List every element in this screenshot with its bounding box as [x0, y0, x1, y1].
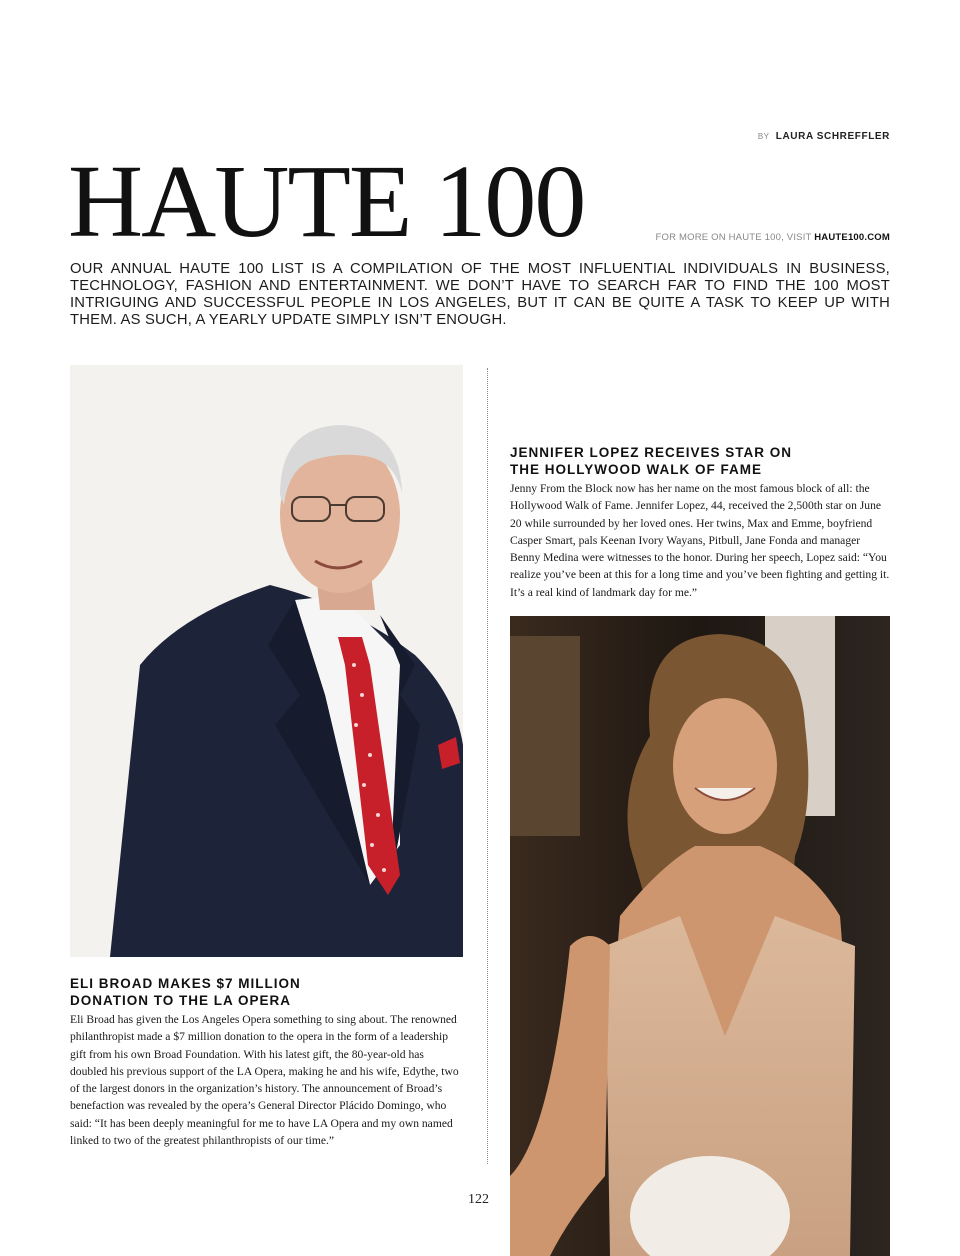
- byline-author: LAURA SCHREFFLER: [775, 131, 890, 142]
- story-jennifer-lopez-body: Jenny From the Block now has her name on the most famous block of all: the Hollywood Walk of Fame. Jennifer Lopez, 44, received the 2,500th star on June 20 while surrounded by her loved ones. Her twins, Max and Emme, boyfriend Casper Smart, pals Keenan Ivory Wayans, Pitbull, Jane Fonda and manager Benny Medina were witnesses to the honor. During her speech, Lopez said: “You realize you’ve been at this for a long time and you’ve been fighting and getting it. It’s a real kind of landmark day for me.”: [510, 482, 890, 599]
- intro-paragraph: OUR ANNUAL HAUTE 100 LIST IS A COMPILATION OF THE MOST INFLUENTIAL INDIVIDUALS IN BUSINESS, TECHNOLOGY, FASHION AND ENTERTAINMENT. WE DON’T HAVE TO SEARCH FAR TO FIND THE 100 MOST INTRIGUING AND SUCCESSFUL PEOPLE IN LOS ANGELES, BUT IT CAN BE QUITE A TASK TO KEEP UP WITH THEM. AS SUCH, A YEARLY UPDATE SIMPLY ISN’T ENOUGH.: [70, 261, 890, 328]
- story-eli-broad: [70, 975, 463, 1149]
- byline: [758, 131, 890, 142]
- headline-line-1: ELI BROAD MAKES $7 MILLION: [70, 976, 301, 991]
- byline-prefix: BY: [757, 132, 770, 141]
- story-eli-broad-headline: [70, 975, 463, 1009]
- more-info-text: FOR MORE ON HAUTE 100, VISIT: [655, 232, 815, 243]
- story-jennifer-lopez-headline: [510, 444, 890, 478]
- more-info-site-link[interactable]: HAUTE100.COM: [814, 232, 890, 243]
- headline-line-2: THE HOLLYWOOD WALK OF FAME: [510, 462, 762, 477]
- jennifer-lopez-photo: [510, 616, 890, 1256]
- headline-line-2: DONATION TO THE LA OPERA: [70, 993, 292, 1008]
- page-title: HAUTE 100: [68, 144, 585, 259]
- more-info: [656, 232, 891, 243]
- column-divider: [487, 368, 488, 1164]
- story-eli-broad-body: Eli Broad has given the Los Angeles Opera something to sing about. The renowned philanthropist made a $7 million donation to the opera in the form of a leadership gift from his own Broad Foundation. With his latest gift, the 80-year-old has doubled his previous support of the LA Opera, making he and his wife, Edythe, two of the largest donors in the organization’s history. The announcement of Broad’s benefaction was revealed by the opera’s General Director Plácido Domingo, who said: “It has been deeply meaningful for me to have LA Opera and my own named linked to two of the greatest philanthropists of our time.”: [70, 1013, 459, 1148]
- page-number: 122: [468, 1192, 489, 1207]
- headline-line-1: JENNIFER LOPEZ RECEIVES STAR ON: [510, 445, 793, 460]
- story-jennifer-lopez: [510, 444, 890, 601]
- eli-broad-photo: [70, 365, 463, 957]
